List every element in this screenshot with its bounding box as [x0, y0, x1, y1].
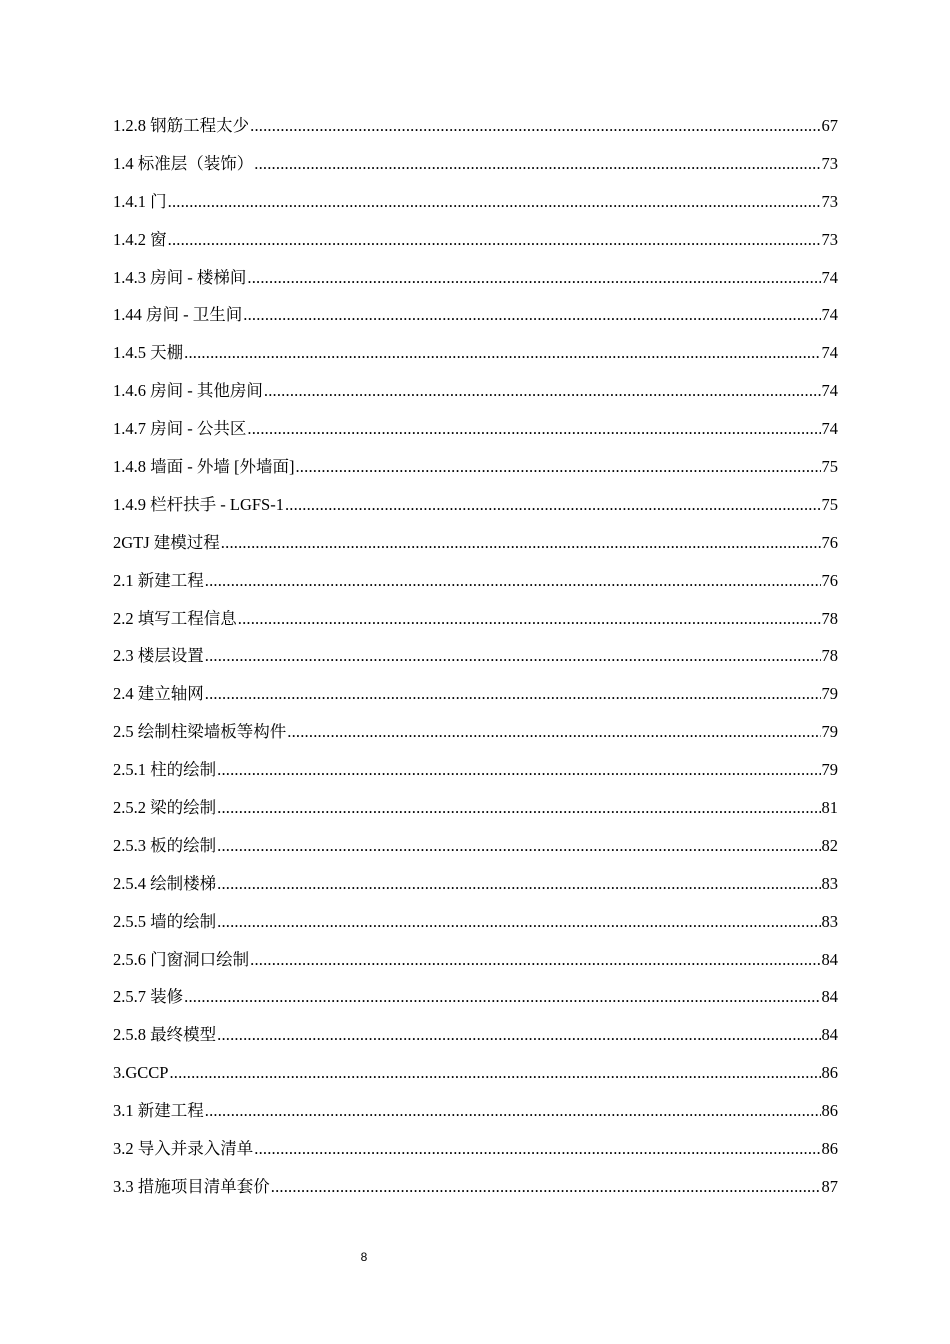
toc-entry-page: 79	[821, 760, 838, 780]
toc-entry[interactable]	[113, 606, 838, 644]
toc-leader-dots	[168, 227, 821, 253]
toc-entry-title: 1.4.2 窗	[113, 229, 167, 249]
toc-leader-dots	[254, 1136, 820, 1162]
toc-entry-title: 1.4.9 栏杆扶手 - LGFS-1	[113, 494, 284, 514]
toc-entry-page: 83	[821, 911, 838, 931]
toc-entry-title: 1.4.1 门	[113, 191, 167, 211]
toc-entry-page: 76	[821, 532, 838, 552]
toc-entry-page: 75	[821, 457, 838, 477]
toc-entry[interactable]	[113, 416, 838, 454]
toc-entry-title: 2.1 新建工程	[113, 570, 204, 590]
toc-entry-title: 1.44 房间 - 卫生间	[113, 305, 243, 325]
toc-entry-title: 3.3 措施项目清单套价	[113, 1176, 270, 1196]
toc-entry-page: 76	[821, 570, 838, 590]
toc-leader-dots	[243, 302, 820, 328]
toc-leader-dots	[247, 265, 820, 291]
toc-entry-page: 74	[821, 419, 838, 439]
toc-entry-page: 73	[821, 229, 838, 249]
toc-entry-page: 75	[821, 494, 838, 514]
toc-entry[interactable]	[113, 681, 838, 719]
toc-entry-page: 79	[821, 684, 838, 704]
toc-entry-title: 2.5.1 柱的绘制	[113, 760, 217, 780]
toc-entry[interactable]	[113, 530, 838, 568]
toc-entry[interactable]	[113, 1022, 838, 1060]
toc-entry-page: 74	[821, 381, 838, 401]
toc-entry[interactable]	[113, 265, 838, 303]
toc-leader-dots	[250, 113, 820, 139]
toc-entry-page: 84	[821, 949, 838, 969]
toc-entry[interactable]	[113, 454, 838, 492]
toc-entry[interactable]	[113, 1174, 838, 1212]
toc-leader-dots	[264, 378, 821, 404]
toc-leader-dots	[254, 151, 820, 177]
toc-entry-page: 78	[821, 646, 838, 666]
toc-entry-title: 1.4.7 房间 - 公共区	[113, 419, 247, 439]
toc-entry-title: 1.4.3 房间 - 楼梯间	[113, 267, 247, 287]
toc-leader-dots	[238, 606, 821, 632]
toc-entry[interactable]	[113, 151, 838, 189]
toc-leader-dots	[205, 681, 821, 707]
toc-leader-dots	[205, 643, 821, 669]
toc-entry-title: 3.2 导入并录入清单	[113, 1139, 254, 1159]
page-number: 8	[360, 1250, 368, 1264]
toc-entry-page: 84	[821, 1025, 838, 1045]
toc-entry-title: 3.GCCP	[113, 1063, 169, 1083]
toc-entry[interactable]	[113, 340, 838, 378]
toc-entry-title: 3.1 新建工程	[113, 1101, 204, 1121]
toc-entry-title: 2.3 楼层设置	[113, 646, 204, 666]
toc-entry-title: 2.5 绘制柱梁墙板等构件	[113, 722, 287, 742]
toc-entry-page: 73	[821, 153, 838, 173]
toc-entry[interactable]	[113, 719, 838, 757]
toc-entry-title: 1.4.5 天棚	[113, 343, 184, 363]
toc-entry-title: 2.2 填写工程信息	[113, 608, 237, 628]
toc-leader-dots	[221, 530, 821, 556]
toc-leader-dots	[184, 984, 820, 1010]
toc-entry-page: 74	[821, 267, 838, 287]
toc-entry[interactable]	[113, 378, 838, 416]
toc-entry-title: 2GTJ 建模过程	[113, 532, 220, 552]
toc-leader-dots	[271, 1174, 821, 1200]
toc-entry-page: 74	[821, 305, 838, 325]
toc-entry[interactable]	[113, 1098, 838, 1136]
toc-leader-dots	[217, 833, 820, 859]
toc-leader-dots	[250, 947, 820, 973]
toc-leader-dots	[217, 871, 820, 897]
toc-entry-title: 2.5.7 装修	[113, 987, 184, 1007]
toc-entry-title: 2.5.2 梁的绘制	[113, 798, 217, 818]
toc-entry-page: 67	[821, 116, 838, 135]
toc-entry[interactable]	[113, 984, 838, 1022]
toc-entry-page: 79	[821, 722, 838, 742]
toc-entry-page: 74	[821, 343, 838, 363]
toc-entry[interactable]	[113, 871, 838, 909]
toc-entry[interactable]	[113, 568, 838, 606]
toc-entry-page: 81	[821, 798, 838, 818]
toc-entry[interactable]	[113, 302, 838, 340]
toc-entry-title: 2.5.4 绘制楼梯	[113, 873, 217, 893]
toc-leader-dots	[217, 1022, 820, 1048]
toc-leader-dots	[169, 1060, 820, 1086]
toc-entry[interactable]	[113, 909, 838, 947]
toc-entry[interactable]	[113, 227, 838, 265]
toc-leader-dots	[217, 795, 820, 821]
toc-entry[interactable]	[113, 757, 838, 795]
toc-entry[interactable]	[113, 113, 838, 151]
toc-leader-dots	[168, 189, 821, 215]
toc-entry-page: 83	[821, 873, 838, 893]
toc-leader-dots	[287, 719, 820, 745]
toc-entry[interactable]	[113, 795, 838, 833]
toc-leader-dots	[217, 757, 820, 783]
toc-entry-title: 2.5.6 门窗洞口绘制	[113, 949, 250, 969]
toc-entry-title: 2.5.5 墙的绘制	[113, 911, 217, 931]
toc-entry-page: 86	[821, 1063, 838, 1083]
toc-entry-title: 2.4 建立轴网	[113, 684, 204, 704]
toc-entry-page: 78	[821, 608, 838, 628]
toc-entry[interactable]	[113, 189, 838, 227]
toc-entry[interactable]	[113, 492, 838, 530]
toc-entry[interactable]	[113, 833, 838, 871]
toc-entry-title: 2.5.3 板的绘制	[113, 835, 217, 855]
toc-entry-title: 2.5.8 最终模型	[113, 1025, 217, 1045]
toc-entry-title: 1.4 标准层（装饰）	[113, 153, 254, 173]
table-of-contents	[113, 113, 838, 1212]
toc-entry-page: 73	[821, 191, 838, 211]
toc-entry-page: 84	[821, 987, 838, 1007]
toc-leader-dots	[205, 1098, 821, 1124]
toc-leader-dots	[184, 340, 820, 366]
toc-leader-dots	[205, 568, 821, 594]
toc-leader-dots	[217, 909, 820, 935]
toc-leader-dots	[295, 454, 820, 480]
toc-entry-title: 1.2.8 钢筋工程太少	[113, 116, 250, 135]
toc-entry-title: 1.4.6 房间 - 其他房间	[113, 381, 263, 401]
toc-entry[interactable]	[113, 947, 838, 985]
toc-entry-page: 86	[821, 1139, 838, 1159]
toc-entry-page: 82	[821, 835, 838, 855]
toc-entry[interactable]	[113, 1136, 838, 1174]
toc-entry[interactable]	[113, 643, 838, 681]
toc-entry-title: 1.4.8 墙面 - 外墙 [外墙面]	[113, 457, 295, 477]
toc-entry-page: 86	[821, 1101, 838, 1121]
toc-entry-page: 87	[821, 1176, 838, 1196]
toc-leader-dots	[285, 492, 821, 518]
toc-leader-dots	[247, 416, 820, 442]
toc-entry[interactable]	[113, 1060, 838, 1098]
